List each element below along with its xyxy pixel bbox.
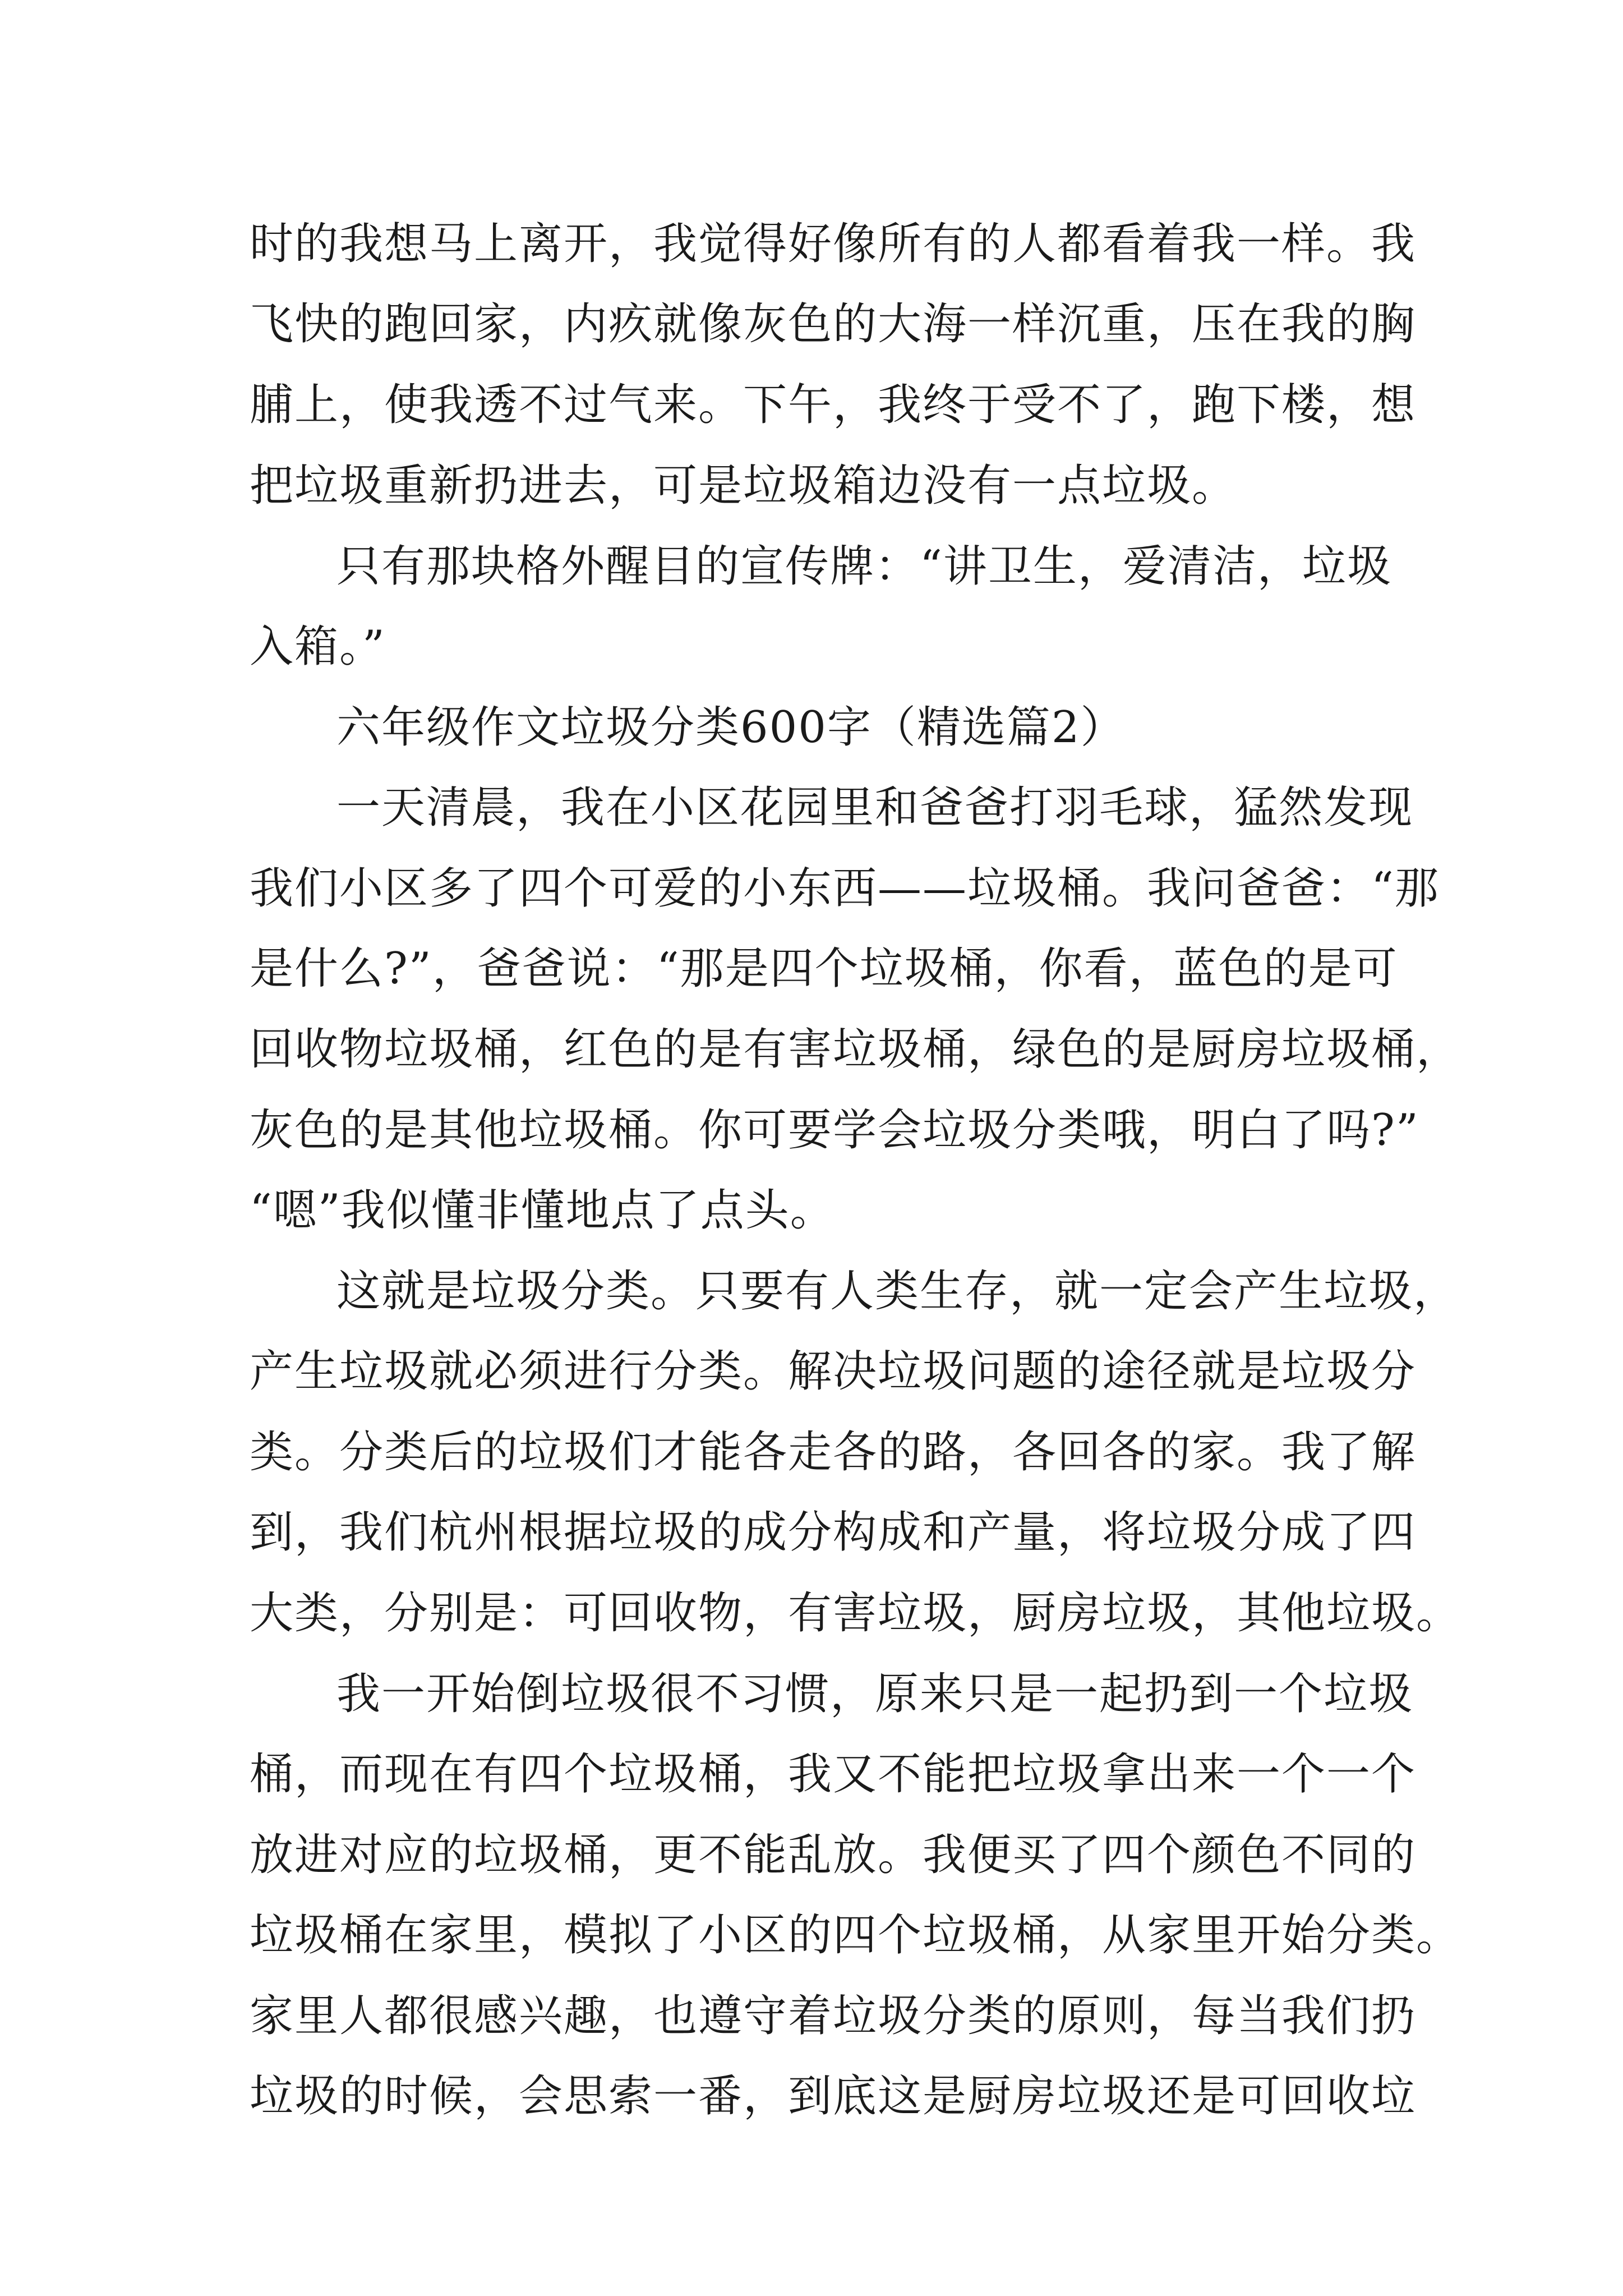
text-line: 回收物垃圾桶，红色的是有害垃圾桶，绿色的是厨房垃圾桶， xyxy=(250,1024,1461,1075)
text-line: 到，我们杭州根据垃圾的成分构成和产量，将垃圾分成了四 xyxy=(250,1507,1417,1558)
text-line: 脯上，使我透不过气来。下午，我终于受不了，跑下楼，想 xyxy=(250,380,1417,430)
section-heading: 六年级作文垃圾分类600字（精选篇2） xyxy=(336,702,1126,753)
text-line: 大类，分别是：可回收物，有害垃圾，厨房垃圾，其他垃圾。 xyxy=(250,1588,1461,1639)
text-line: 只有那块格外醒目的宣传牌：“讲卫生，爱清洁，垃圾 xyxy=(336,541,1392,592)
text-line: 我们小区多了四个可爱的小东西——垃圾桶。我问爸爸：“那 xyxy=(250,863,1440,914)
text-line: 一天清晨，我在小区花园里和爸爸打羽毛球，猛然发现 xyxy=(336,783,1414,833)
text-line: 把垃圾重新扔进去，可是垃圾箱边没有一点垃圾。 xyxy=(250,461,1237,511)
text-line: 是什么?”，爸爸说：“那是四个垃圾桶，你看，蓝色的是可 xyxy=(250,944,1398,994)
text-line: 飞快的跑回家，内疚就像灰色的大海一样沉重，压在我的胸 xyxy=(250,299,1417,349)
text-line: 垃圾桶在家里，模拟了小区的四个垃圾桶，从家里开始分类。 xyxy=(250,1910,1461,1961)
text-line: 我一开始倒垃圾很不习惯，原来只是一起扔到一个垃圾 xyxy=(336,1669,1414,1719)
text-line: “嗯”我似懂非懂地点了点头。 xyxy=(250,1185,835,1236)
text-line: 灰色的是其他垃圾桶。你可要学会垃圾分类哦，明白了吗?” xyxy=(250,1105,1419,1156)
text-line: 放进对应的垃圾桶，更不能乱放。我便买了四个颜色不同的 xyxy=(250,1830,1417,1880)
text-line: 桶，而现在有四个垃圾桶，我又不能把垃圾拿出来一个一个 xyxy=(250,1749,1417,1800)
text-line: 时的我想马上离开，我觉得好像所有的人都看着我一样。我 xyxy=(250,219,1417,269)
text-line: 家里人都很感兴趣，也遵守着垃圾分类的原则，每当我们扔 xyxy=(250,1991,1417,2041)
text-line: 入箱。” xyxy=(250,622,386,672)
text-line: 垃圾的时候，会思索一番，到底这是厨房垃圾还是可回收垃 xyxy=(250,2071,1417,2122)
text-line: 类。分类后的垃圾们才能各走各的路，各回各的家。我了解 xyxy=(250,1427,1417,1478)
text-line: 产生垃圾就必须进行分类。解决垃圾问题的途径就是垃圾分 xyxy=(250,1346,1417,1397)
text-line: 这就是垃圾分类。只要有人类生存，就一定会产生垃圾， xyxy=(336,1266,1459,1317)
